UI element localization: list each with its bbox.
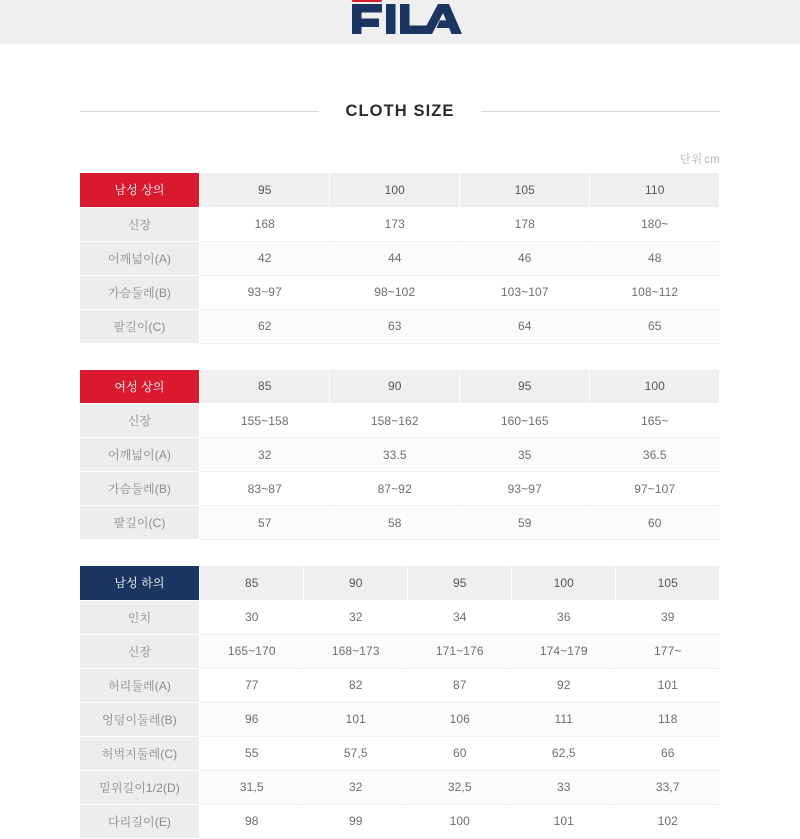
table-row bbox=[80, 736, 720, 770]
measurement-value: 173 bbox=[330, 207, 460, 241]
table-row bbox=[80, 275, 720, 309]
unit-label-en: cm bbox=[704, 154, 720, 166]
title-rule-left bbox=[80, 111, 319, 112]
table-row bbox=[80, 668, 720, 702]
measurement-value: 33 bbox=[512, 770, 616, 804]
measurement-value: 98~102 bbox=[330, 275, 460, 309]
section-title-row bbox=[80, 102, 720, 121]
measurement-value: 35 bbox=[460, 438, 590, 472]
measurement-value: 32 bbox=[200, 438, 330, 472]
table-category-header: 남성 하의 bbox=[80, 566, 200, 600]
measurement-value: 108~112 bbox=[590, 275, 720, 309]
measurement-value: 66 bbox=[616, 736, 720, 770]
measurement-value: 96 bbox=[200, 702, 304, 736]
measurement-value: 34 bbox=[408, 600, 512, 634]
measurement-value: 44 bbox=[330, 241, 460, 275]
measurement-value: 111 bbox=[512, 702, 616, 736]
measurement-label: 가슴둘레(B) bbox=[80, 275, 200, 309]
measurement-value: 60 bbox=[590, 506, 720, 540]
table-header-row bbox=[80, 566, 720, 600]
measurement-value: 87~92 bbox=[330, 472, 460, 506]
measurement-value: 83~87 bbox=[200, 472, 330, 506]
table-row bbox=[80, 241, 720, 275]
measurement-value: 60 bbox=[408, 736, 512, 770]
table-row bbox=[80, 702, 720, 736]
measurement-label: 다리길이(E) bbox=[80, 804, 200, 838]
measurement-value: 64 bbox=[460, 309, 590, 343]
measurement-value: 33.5 bbox=[330, 438, 460, 472]
measurement-value: 32 bbox=[304, 770, 408, 804]
measurement-value: 168~173 bbox=[304, 634, 408, 668]
measurement-value: 101 bbox=[512, 804, 616, 838]
size-column-header: 100 bbox=[512, 566, 616, 600]
size-column-header: 95 bbox=[460, 370, 590, 404]
measurement-value: 31,5 bbox=[200, 770, 304, 804]
brand-banner bbox=[0, 0, 800, 44]
table-row bbox=[80, 207, 720, 241]
table-header-row bbox=[80, 370, 720, 404]
size-column-header: 110 bbox=[590, 173, 720, 207]
measurement-value: 57,5 bbox=[304, 736, 408, 770]
measurement-label: 허리둘레(A) bbox=[80, 668, 200, 702]
measurement-value: 171~176 bbox=[408, 634, 512, 668]
measurement-value: 57 bbox=[200, 506, 330, 540]
measurement-value: 165~ bbox=[590, 404, 720, 438]
measurement-label: 인치 bbox=[80, 600, 200, 634]
size-chart-sheet bbox=[0, 102, 800, 839]
measurement-value: 93~97 bbox=[460, 472, 590, 506]
size-column-header: 95 bbox=[200, 173, 330, 207]
measurement-value: 177~ bbox=[616, 634, 720, 668]
measurement-value: 93~97 bbox=[200, 275, 330, 309]
size-table-womens-top bbox=[80, 370, 721, 541]
measurement-value: 62,5 bbox=[512, 736, 616, 770]
measurement-value: 63 bbox=[330, 309, 460, 343]
measurement-value: 36.5 bbox=[590, 438, 720, 472]
measurement-value: 87 bbox=[408, 668, 512, 702]
measurement-value: 32 bbox=[304, 600, 408, 634]
measurement-value: 55 bbox=[200, 736, 304, 770]
size-column-header: 100 bbox=[590, 370, 720, 404]
measurement-value: 103~107 bbox=[460, 275, 590, 309]
measurement-value: 165~170 bbox=[200, 634, 304, 668]
measurement-value: 36 bbox=[512, 600, 616, 634]
table-row bbox=[80, 309, 720, 343]
size-table-mens-bottom bbox=[80, 566, 721, 839]
measurement-value: 174~179 bbox=[512, 634, 616, 668]
size-column-header: 105 bbox=[616, 566, 720, 600]
measurement-value: 106 bbox=[408, 702, 512, 736]
measurement-value: 39 bbox=[616, 600, 720, 634]
size-column-header: 90 bbox=[330, 370, 460, 404]
measurement-label: 어깨넓이(A) bbox=[80, 438, 200, 472]
measurement-value: 101 bbox=[616, 668, 720, 702]
measurement-value: 100 bbox=[408, 804, 512, 838]
measurement-value: 158~162 bbox=[330, 404, 460, 438]
measurement-label: 가슴둘레(B) bbox=[80, 472, 200, 506]
page-title: CLOTH SIZE bbox=[345, 102, 455, 120]
measurement-value: 92 bbox=[512, 668, 616, 702]
measurement-value: 77 bbox=[200, 668, 304, 702]
measurement-value: 58 bbox=[330, 506, 460, 540]
measurement-value: 33,7 bbox=[616, 770, 720, 804]
table-row bbox=[80, 634, 720, 668]
measurement-value: 168 bbox=[200, 207, 330, 241]
measurement-label: 팔길이(C) bbox=[80, 506, 200, 540]
measurement-label: 어깨넓이(A) bbox=[80, 241, 200, 275]
measurement-label: 팔길이(C) bbox=[80, 309, 200, 343]
table-category-header: 여성 상의 bbox=[80, 370, 200, 404]
unit-note bbox=[80, 151, 720, 167]
fila-logo bbox=[338, 0, 462, 42]
measurement-value: 178 bbox=[460, 207, 590, 241]
measurement-value: 42 bbox=[200, 241, 330, 275]
measurement-value: 180~ bbox=[590, 207, 720, 241]
measurement-value: 102 bbox=[616, 804, 720, 838]
measurement-value: 32,5 bbox=[408, 770, 512, 804]
size-column-header: 85 bbox=[200, 370, 330, 404]
table-row bbox=[80, 770, 720, 804]
measurement-value: 65 bbox=[590, 309, 720, 343]
measurement-value: 59 bbox=[460, 506, 590, 540]
measurement-value: 118 bbox=[616, 702, 720, 736]
measurement-label: 엉덩이둘레(B) bbox=[80, 702, 200, 736]
measurement-value: 99 bbox=[304, 804, 408, 838]
title-rule-right bbox=[481, 111, 720, 112]
table-row bbox=[80, 600, 720, 634]
size-table-mens-top bbox=[80, 173, 721, 344]
measurement-value: 82 bbox=[304, 668, 408, 702]
measurement-value: 101 bbox=[304, 702, 408, 736]
measurement-value: 155~158 bbox=[200, 404, 330, 438]
table-row bbox=[80, 438, 720, 472]
size-column-header: 100 bbox=[330, 173, 460, 207]
measurement-label: 허벅지둘레(C) bbox=[80, 736, 200, 770]
measurement-label: 밑위길이1/2(D) bbox=[80, 770, 200, 804]
table-row bbox=[80, 804, 720, 838]
table-category-header: 남성 상의 bbox=[80, 173, 200, 207]
table-row bbox=[80, 506, 720, 540]
measurement-label: 신장 bbox=[80, 404, 200, 438]
size-column-header: 85 bbox=[200, 566, 304, 600]
size-column-header: 90 bbox=[304, 566, 408, 600]
measurement-value: 48 bbox=[590, 241, 720, 275]
measurement-value: 98 bbox=[200, 804, 304, 838]
measurement-value: 62 bbox=[200, 309, 330, 343]
size-column-header: 105 bbox=[460, 173, 590, 207]
measurement-value: 97~107 bbox=[590, 472, 720, 506]
table-header-row bbox=[80, 173, 720, 207]
table-row bbox=[80, 404, 720, 438]
table-row bbox=[80, 472, 720, 506]
measurement-value: 30 bbox=[200, 600, 304, 634]
measurement-label: 신장 bbox=[80, 207, 200, 241]
size-column-header: 95 bbox=[408, 566, 512, 600]
measurement-value: 160~165 bbox=[460, 404, 590, 438]
size-tables-container bbox=[0, 173, 800, 839]
measurement-label: 신장 bbox=[80, 634, 200, 668]
measurement-value: 46 bbox=[460, 241, 590, 275]
unit-label-kr: 단위 bbox=[679, 154, 703, 166]
